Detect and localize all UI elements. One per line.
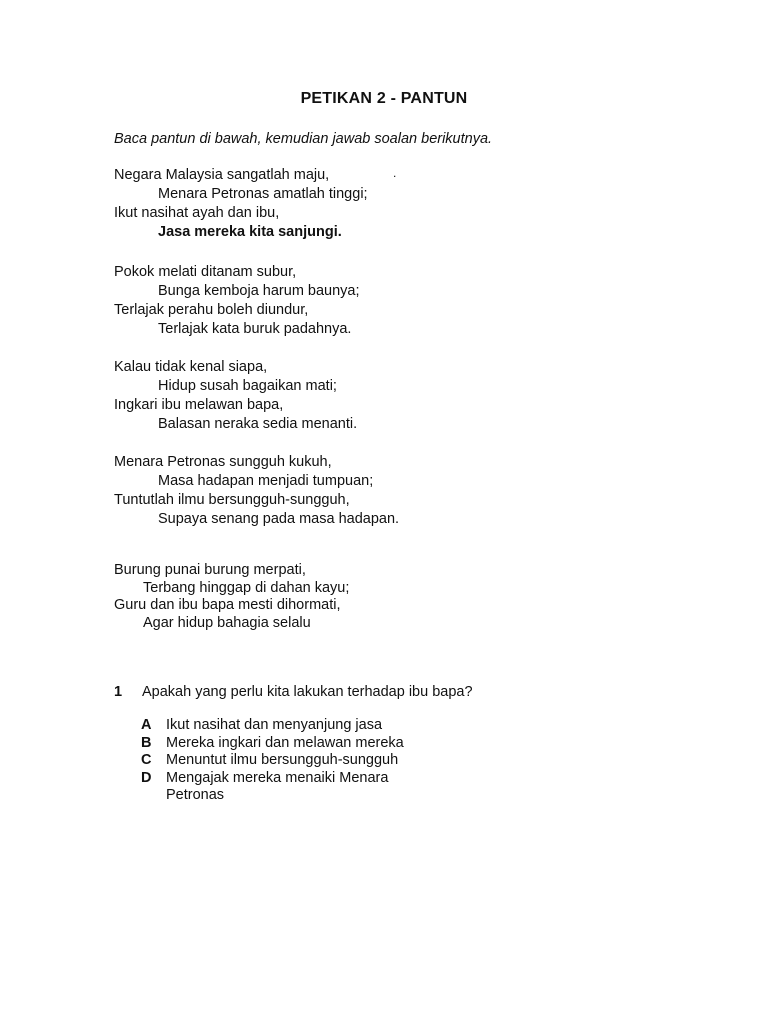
stray-mark: . [393,166,397,180]
question-text: Apakah yang perlu kita lakukan terhadap ibu bapa? [142,684,473,700]
option-text: Mengajak mereka menaiki Menara [166,769,389,786]
option-letter: D [141,769,152,786]
option-letter: C [141,752,152,768]
stanza-line: Supaya senang pada masa hadapan. [158,511,400,527]
instruction-text: Baca pantun di bawah, kemudian jawab soalan berikutnya. [114,131,493,147]
stanza-line: Ingkari ibu melawan bapa, [114,397,284,413]
stanza-line: Jasa mereka kita sanjungi. [158,224,342,240]
stanza-line: Masa hadapan menjadi tumpuan; [158,473,374,489]
option-text-continued: Petronas [166,787,225,803]
stanza-line: Terbang hinggap di dahan kayu; [143,579,350,596]
option-letter: B [141,734,152,751]
stanza-line: Tuntutlah ilmu bersungguh-sungguh, [114,492,350,508]
page-title: PETIKAN 2 - PANTUN [300,90,468,107]
pantun-stanza-1 [114,166,368,242]
stanza-line: Ikut nasihat ayah dan ibu, [114,205,280,221]
pantun-stanza-3 [114,358,357,434]
stanza-line: Agar hidup bahagia selalu [143,614,311,631]
stanza-line: Terlajak perahu boleh diundur, [114,302,309,318]
stanza-line: Balasan neraka sedia menanti. [158,416,358,432]
option-text: Mereka ingkari dan melawan mereka [166,734,404,751]
stanza-line: Guru dan ibu bapa mesti dihormati, [114,597,341,613]
option-text: Ikut nasihat dan menyanjung jasa [166,717,383,733]
stanza-line: Bunga kemboja harum baunya; [158,283,360,299]
stanza-line: Kalau tidak kenal siapa, [114,359,268,375]
stanza-line: Pokok melati ditanam subur, [114,264,297,280]
pantun-stanza-4 [114,453,399,529]
pantun-stanza-5 [114,562,349,632]
option-letter: A [141,717,152,733]
option-text: Menuntut ilmu bersungguh-sungguh [166,752,399,768]
stanza-line: Menara Petronas amatlah tinggi; [158,186,368,202]
question-number: 1 [114,684,123,700]
stanza-line: Negara Malaysia sangatlah maju, [114,167,330,183]
pantun-stanza-2 [114,263,360,339]
stanza-line: Menara Petronas sungguh kukuh, [114,454,332,470]
stanza-line: Terlajak kata buruk padahnya. [158,321,352,337]
stanza-line: Hidup susah bagaikan mati; [158,378,337,394]
stanza-line: Burung punai burung merpati, [114,562,306,578]
